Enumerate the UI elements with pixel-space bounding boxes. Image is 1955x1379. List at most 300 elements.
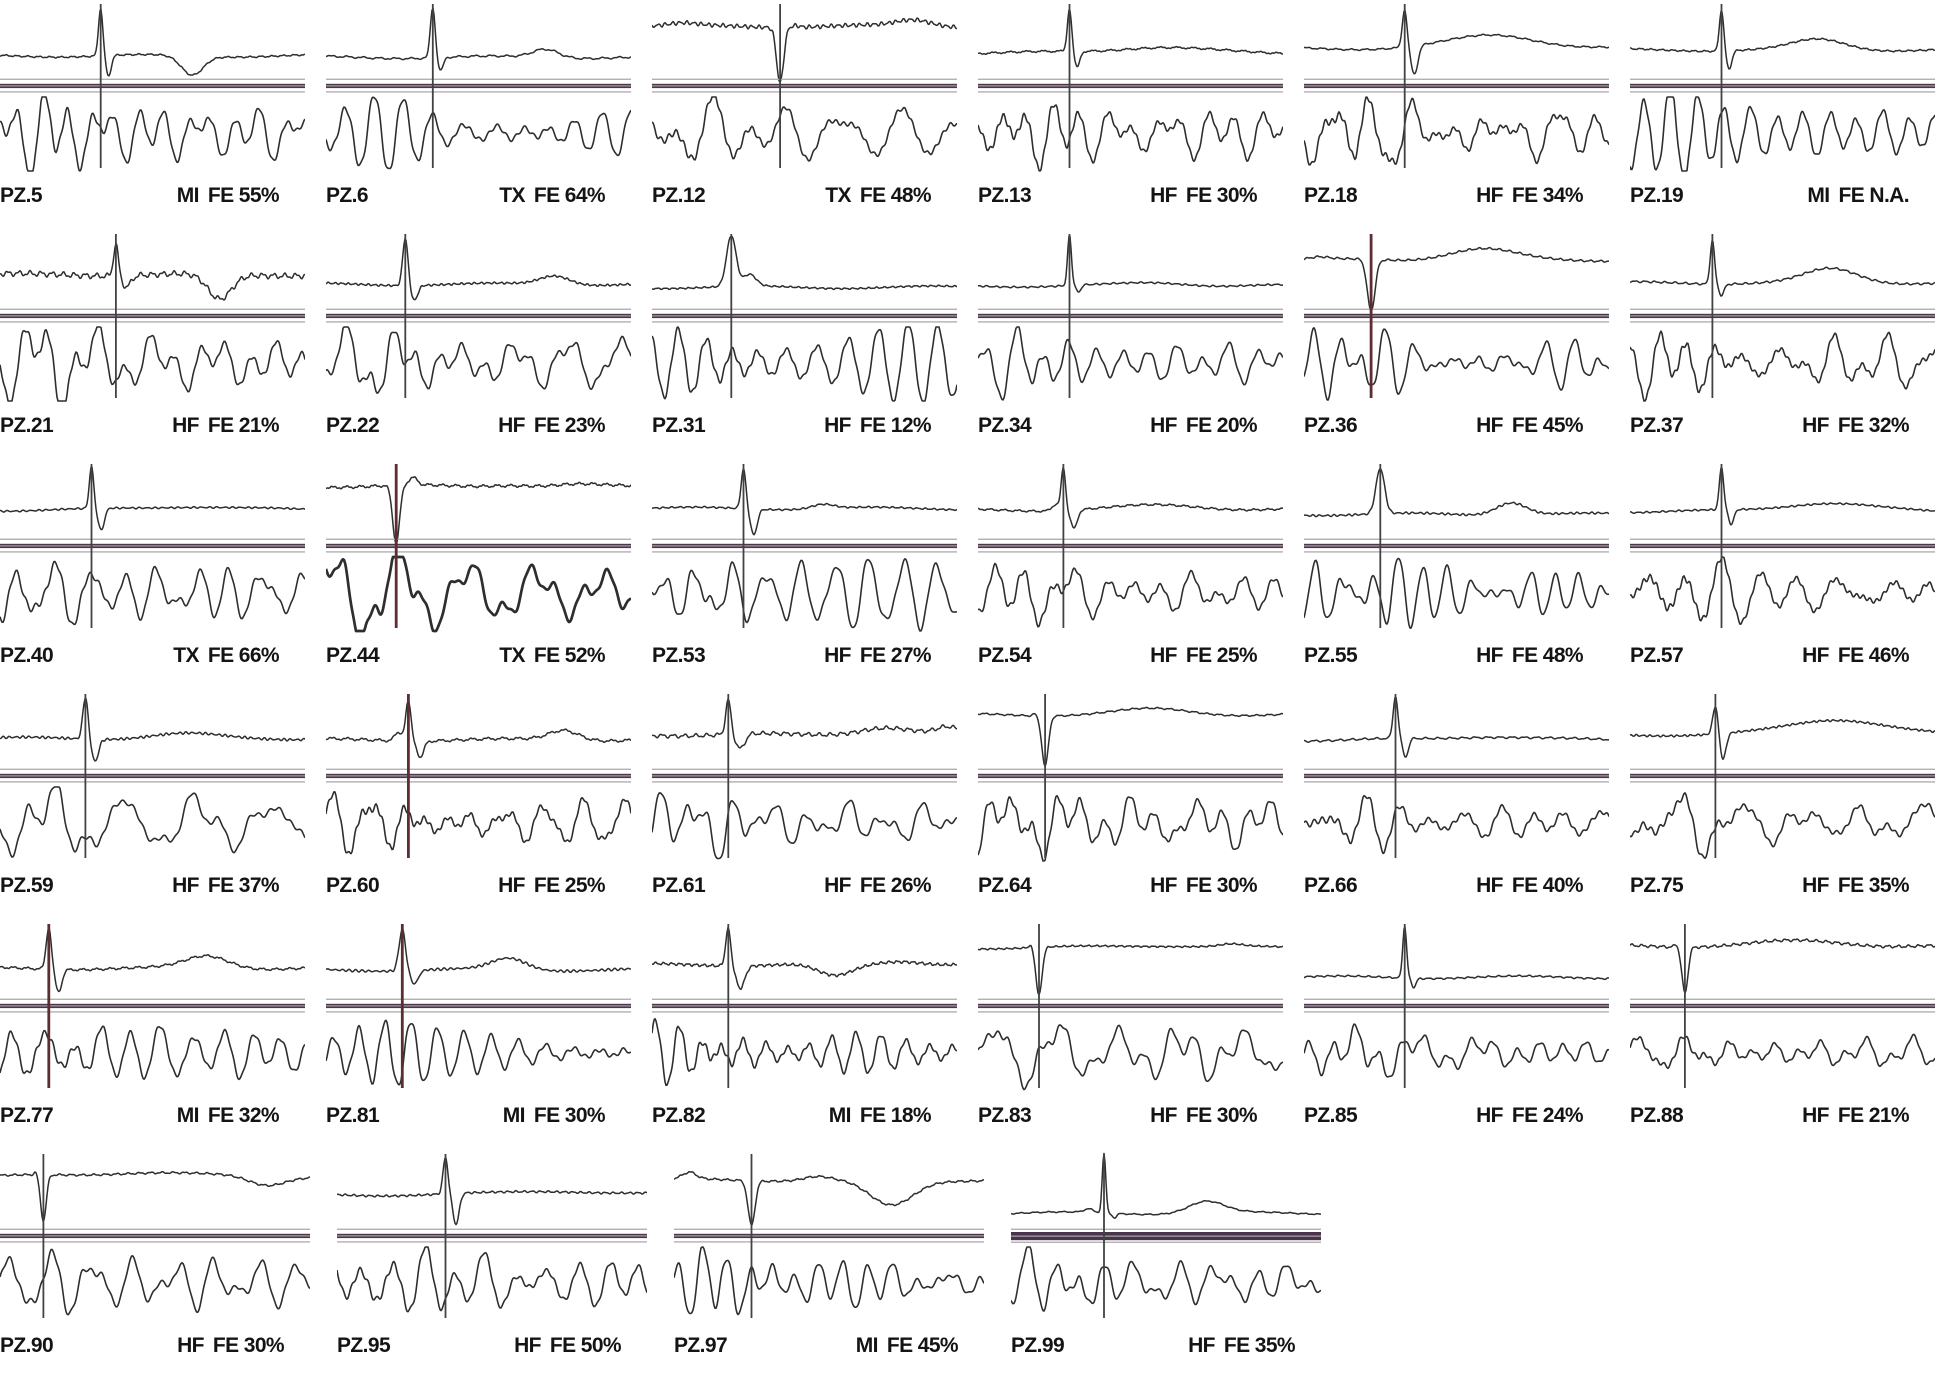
trace-panel xyxy=(978,460,1283,690)
panel-label-row xyxy=(1630,874,1909,898)
trace-panel xyxy=(0,230,305,460)
trace-panel xyxy=(326,0,631,230)
trace-plot xyxy=(652,230,957,404)
ejection-fraction-label: FE N.A. xyxy=(1838,184,1909,207)
diagnosis-label: HF xyxy=(498,414,525,437)
trace-plot xyxy=(0,920,305,1094)
diagnosis-label: TX xyxy=(173,644,199,667)
patient-id-label: PZ.18 xyxy=(1304,184,1358,207)
panel-label-row xyxy=(0,414,279,438)
patient-id-label: PZ.55 xyxy=(1304,644,1358,667)
patient-id-label: PZ.77 xyxy=(0,1104,54,1127)
separator-band xyxy=(337,1229,647,1243)
trace-panel xyxy=(652,0,957,230)
trace-plot xyxy=(1304,690,1609,864)
lower-trace xyxy=(0,787,305,857)
panel-label-row xyxy=(1630,1104,1909,1128)
lower-trace xyxy=(326,557,631,631)
trace-plot xyxy=(326,690,631,864)
lower-trace xyxy=(326,1020,631,1085)
lower-trace xyxy=(978,564,1283,627)
ejection-fraction-label: FE 32% xyxy=(207,1104,279,1127)
patient-id-label: PZ.21 xyxy=(0,414,54,437)
panel-label-row xyxy=(1630,184,1909,208)
patient-id-label: PZ.66 xyxy=(1304,874,1358,897)
trace-panel xyxy=(326,460,631,690)
trace-panel xyxy=(1630,0,1935,230)
trace-panel xyxy=(1304,920,1609,1150)
trace-panel xyxy=(1304,230,1609,460)
ejection-fraction-label: FE 48% xyxy=(859,184,931,207)
separator-band xyxy=(652,999,957,1013)
upper-trace xyxy=(326,239,631,300)
ejection-fraction-label: FE 34% xyxy=(1511,184,1583,207)
lower-trace xyxy=(652,1019,957,1086)
separator-band xyxy=(0,79,305,93)
trace-plot xyxy=(978,230,1283,404)
panel-label-row xyxy=(0,1334,284,1358)
upper-trace xyxy=(326,8,631,69)
separator-band xyxy=(326,539,631,553)
diagnosis-label: HF xyxy=(1802,874,1829,897)
patient-id-label: PZ.53 xyxy=(652,644,706,667)
separator-band xyxy=(0,999,305,1013)
trace-panel xyxy=(326,690,631,920)
trace-panel xyxy=(674,1150,984,1379)
upper-trace xyxy=(652,699,957,748)
patient-id-label: PZ.36 xyxy=(1304,414,1358,437)
diagnosis-label: HF xyxy=(824,644,851,667)
patient-id-label: PZ.95 xyxy=(337,1334,391,1357)
diagnosis-label: HF xyxy=(172,414,199,437)
lower-trace xyxy=(1630,793,1935,858)
ejection-fraction-label: FE 27% xyxy=(859,644,931,667)
diagnosis-label: MI xyxy=(828,1104,851,1127)
diagnosis-label: HF xyxy=(498,874,525,897)
separator-band xyxy=(1304,79,1609,93)
separator-band xyxy=(1630,79,1935,93)
panel-label-row xyxy=(0,184,279,208)
panel-label-row xyxy=(0,874,279,898)
trace-plot xyxy=(0,1150,310,1324)
diagnosis-label: HF xyxy=(1476,184,1503,207)
trace-panel xyxy=(1304,690,1609,920)
patient-id-label: PZ.83 xyxy=(978,1104,1032,1127)
trace-panel xyxy=(652,230,957,460)
diagnosis-label: HF xyxy=(1188,1334,1215,1357)
trace-panel xyxy=(1630,690,1935,920)
patient-id-label: PZ.57 xyxy=(1630,644,1684,667)
trace-panel xyxy=(652,690,957,920)
trace-panel xyxy=(1630,230,1935,460)
lower-trace xyxy=(1630,1034,1935,1068)
diagnosis-label: HF xyxy=(172,874,199,897)
separator-band xyxy=(978,539,1283,553)
panel-label-row xyxy=(978,1104,1257,1128)
trace-plot xyxy=(1630,460,1935,634)
upper-trace xyxy=(978,10,1283,67)
trace-plot xyxy=(1304,0,1609,174)
ejection-fraction-label: FE 66% xyxy=(207,644,279,667)
lower-trace xyxy=(1630,557,1935,624)
upper-trace xyxy=(652,470,957,535)
panel-label-row xyxy=(326,414,605,438)
trace-plot xyxy=(1630,230,1935,404)
trace-plot xyxy=(0,0,305,174)
separator-band xyxy=(1630,539,1935,553)
trace-plot xyxy=(326,230,631,404)
separator-band xyxy=(652,539,957,553)
ejection-fraction-label: FE 30% xyxy=(1185,874,1257,897)
upper-trace xyxy=(1630,468,1935,525)
panel-label-row xyxy=(652,644,931,668)
diagnosis-label: MI xyxy=(176,1104,199,1127)
separator-band xyxy=(978,309,1283,323)
upper-trace xyxy=(978,236,1283,292)
upper-trace xyxy=(652,18,957,82)
panel-label-row xyxy=(674,1334,958,1358)
upper-trace xyxy=(978,943,1283,995)
ejection-fraction-label: FE 45% xyxy=(886,1334,958,1357)
upper-trace xyxy=(978,468,1283,528)
separator-band xyxy=(978,999,1283,1013)
trace-plot xyxy=(652,690,957,864)
lower-trace xyxy=(978,327,1283,400)
trace-plot xyxy=(1630,0,1935,174)
lower-trace xyxy=(0,1249,310,1314)
lower-trace xyxy=(978,105,1283,171)
upper-trace xyxy=(1304,248,1609,312)
panel-label-row xyxy=(1630,644,1909,668)
diagnosis-label: HF xyxy=(514,1334,541,1357)
lower-trace xyxy=(652,97,957,161)
ejection-fraction-label: FE 48% xyxy=(1511,644,1583,667)
diagnosis-label: HF xyxy=(1476,414,1503,437)
upper-trace xyxy=(1630,939,1935,993)
diagnosis-label: HF xyxy=(1150,414,1177,437)
panel-label-row xyxy=(978,644,1257,668)
trace-plot xyxy=(652,920,957,1094)
separator-band xyxy=(0,769,305,783)
trace-plot xyxy=(652,0,957,174)
ejection-fraction-label: FE 32% xyxy=(1837,414,1909,437)
panel-label-row xyxy=(326,184,605,208)
panel-label-row xyxy=(652,874,931,898)
trace-plot xyxy=(978,460,1283,634)
upper-trace xyxy=(326,929,631,984)
ejection-fraction-label: FE 45% xyxy=(1511,414,1583,437)
upper-trace xyxy=(978,707,1283,766)
trace-panel xyxy=(337,1150,647,1379)
ejection-fraction-label: FE 21% xyxy=(207,414,279,437)
trace-plot xyxy=(1630,690,1935,864)
patient-id-label: PZ.19 xyxy=(1630,184,1684,207)
separator-band xyxy=(0,1229,310,1243)
patient-id-label: PZ.5 xyxy=(0,184,42,207)
upper-trace xyxy=(1304,927,1609,988)
trace-plot xyxy=(674,1150,984,1324)
separator-band xyxy=(1304,539,1609,553)
ejection-fraction-label: FE 18% xyxy=(859,1104,931,1127)
patient-id-label: PZ.40 xyxy=(0,644,54,667)
ejection-fraction-label: FE 30% xyxy=(533,1104,605,1127)
patient-id-label: PZ.6 xyxy=(326,184,368,207)
upper-trace xyxy=(1630,707,1935,759)
ejection-fraction-label: FE 50% xyxy=(549,1334,621,1357)
ejection-fraction-label: FE 64% xyxy=(533,184,605,207)
ejection-fraction-label: FE 37% xyxy=(207,874,279,897)
patient-id-label: PZ.85 xyxy=(1304,1104,1358,1127)
separator-band xyxy=(1630,999,1935,1013)
trace-panel xyxy=(326,230,631,460)
ejection-fraction-label: FE 52% xyxy=(533,644,605,667)
ejection-fraction-label: FE 26% xyxy=(859,874,931,897)
separator-band xyxy=(0,539,305,553)
patient-id-label: PZ.37 xyxy=(1630,414,1684,437)
trace-panel xyxy=(978,230,1283,460)
panel-label-row xyxy=(1304,414,1583,438)
patient-id-label: PZ.88 xyxy=(1630,1104,1684,1127)
trace-plot xyxy=(1630,920,1935,1094)
ejection-fraction-label: FE 21% xyxy=(1837,1104,1909,1127)
panel-label-row xyxy=(1304,1104,1583,1128)
separator-band xyxy=(1304,999,1609,1013)
trace-plot xyxy=(978,690,1283,864)
patient-id-label: PZ.90 xyxy=(0,1334,54,1357)
diagnosis-label: HF xyxy=(177,1334,204,1357)
diagnosis-label: HF xyxy=(1476,874,1503,897)
patient-id-label: PZ.60 xyxy=(326,874,380,897)
diagnosis-label: TX xyxy=(825,184,851,207)
lower-trace xyxy=(337,1247,647,1312)
upper-trace xyxy=(1011,1154,1321,1219)
lower-trace xyxy=(978,796,1283,861)
trace-plot xyxy=(1304,230,1609,404)
lower-trace xyxy=(1304,328,1609,400)
upper-trace xyxy=(0,1172,310,1221)
panel-label-row xyxy=(652,184,931,208)
patient-id-label: PZ.99 xyxy=(1011,1334,1065,1357)
upper-trace xyxy=(652,236,957,289)
trace-plot xyxy=(0,690,305,864)
trace-panel xyxy=(1630,460,1935,690)
patient-id-label: PZ.75 xyxy=(1630,874,1684,897)
separator-band xyxy=(1630,309,1935,323)
separator-band xyxy=(326,79,631,93)
panel-label-row xyxy=(652,414,931,438)
separator-band xyxy=(652,769,957,783)
trace-plot xyxy=(0,230,305,404)
lower-trace xyxy=(1630,97,1935,171)
diagnosis-label: HF xyxy=(1150,184,1177,207)
upper-trace xyxy=(326,477,631,544)
panel-label-row xyxy=(0,644,279,668)
upper-trace xyxy=(326,701,631,758)
panel-label-row xyxy=(978,184,1257,208)
panel-label-row xyxy=(326,874,605,898)
diagnosis-label: HF xyxy=(1476,1104,1503,1127)
upper-trace xyxy=(652,928,957,990)
trace-panel xyxy=(978,690,1283,920)
trace-panel xyxy=(0,460,305,690)
trace-panel xyxy=(652,920,957,1150)
panel-label-row xyxy=(1630,414,1909,438)
ejection-fraction-label: FE 30% xyxy=(1185,1104,1257,1127)
lower-trace xyxy=(674,1247,984,1315)
trace-plot xyxy=(0,460,305,634)
ejection-fraction-label: FE 20% xyxy=(1185,414,1257,437)
patient-id-label: PZ.34 xyxy=(978,414,1032,437)
lower-trace xyxy=(652,559,957,631)
panel-label-row xyxy=(1304,644,1583,668)
patient-id-label: PZ.54 xyxy=(978,644,1032,667)
diagnosis-label: TX xyxy=(499,644,525,667)
patient-id-label: PZ.12 xyxy=(652,184,706,207)
patient-id-label: PZ.82 xyxy=(652,1104,706,1127)
upper-trace xyxy=(1630,11,1935,69)
patient-id-label: PZ.81 xyxy=(326,1104,380,1127)
diagnosis-label: HF xyxy=(1476,644,1503,667)
patient-id-label: PZ.61 xyxy=(652,874,706,897)
diagnosis-label: HF xyxy=(824,874,851,897)
separator-band xyxy=(326,309,631,323)
lower-trace xyxy=(1011,1247,1321,1311)
ejection-fraction-label: FE 35% xyxy=(1837,874,1909,897)
panel-label-row xyxy=(0,1104,279,1128)
upper-trace xyxy=(0,243,305,300)
lower-trace xyxy=(0,97,305,171)
separator-band xyxy=(652,79,957,93)
patient-id-label: PZ.13 xyxy=(978,184,1032,207)
separator-band xyxy=(674,1229,984,1243)
ejection-fraction-label: FE 30% xyxy=(212,1334,284,1357)
upper-trace xyxy=(674,1172,984,1225)
separator-band xyxy=(1011,1229,1321,1243)
ejection-fraction-label: FE 46% xyxy=(1837,644,1909,667)
trace-panel xyxy=(1630,920,1935,1150)
ejection-fraction-label: FE 25% xyxy=(533,874,605,897)
ejection-fraction-label: FE 40% xyxy=(1511,874,1583,897)
trace-panel xyxy=(326,920,631,1150)
trace-plot xyxy=(1011,1150,1321,1324)
separator-band xyxy=(326,769,631,783)
upper-trace xyxy=(1304,11,1609,74)
upper-trace xyxy=(0,467,305,529)
diagnosis-label: HF xyxy=(824,414,851,437)
trace-panel xyxy=(1011,1150,1321,1379)
panel-label-row xyxy=(326,644,605,668)
trace-plot xyxy=(652,460,957,634)
lower-trace xyxy=(1304,1024,1609,1077)
trace-plot xyxy=(978,920,1283,1094)
lower-trace xyxy=(978,1025,1283,1090)
ejection-fraction-label: FE 25% xyxy=(1185,644,1257,667)
upper-trace xyxy=(0,699,305,761)
diagnosis-label: MI xyxy=(855,1334,878,1357)
diagnosis-label: MI xyxy=(502,1104,525,1127)
panel-label-row xyxy=(978,874,1257,898)
patient-id-label: PZ.64 xyxy=(978,874,1032,897)
patient-id-label: PZ.44 xyxy=(326,644,380,667)
trace-panel xyxy=(978,920,1283,1150)
trace-panel xyxy=(0,1150,310,1379)
upper-trace xyxy=(1630,241,1935,296)
ejection-fraction-label: FE 35% xyxy=(1223,1334,1295,1357)
upper-trace xyxy=(1304,698,1609,758)
panel-label-row xyxy=(337,1334,621,1358)
lower-trace xyxy=(0,327,305,401)
separator-band xyxy=(978,769,1283,783)
diagnosis-label: HF xyxy=(1802,1104,1829,1127)
upper-trace xyxy=(337,1158,647,1224)
lower-trace xyxy=(326,792,631,854)
trace-plot xyxy=(978,0,1283,174)
patient-id-label: PZ.22 xyxy=(326,414,380,437)
lower-trace xyxy=(1304,796,1609,854)
trace-panel xyxy=(0,920,305,1150)
diagnosis-label: HF xyxy=(1802,644,1829,667)
panel-label-row xyxy=(978,414,1257,438)
ejection-fraction-label: FE 30% xyxy=(1185,184,1257,207)
trace-panel xyxy=(1304,460,1609,690)
panel-label-row xyxy=(1304,874,1583,898)
diagnosis-label: HF xyxy=(1150,644,1177,667)
separator-band xyxy=(326,999,631,1013)
diagnosis-label: HF xyxy=(1150,874,1177,897)
ejection-fraction-label: FE 24% xyxy=(1511,1104,1583,1127)
panel-label-row xyxy=(652,1104,931,1128)
separator-band xyxy=(652,309,957,323)
lower-trace xyxy=(1304,97,1609,165)
diagnosis-label: HF xyxy=(1150,1104,1177,1127)
lower-trace xyxy=(0,1026,305,1079)
trace-panel xyxy=(0,690,305,920)
diagnosis-label: MI xyxy=(1807,184,1830,207)
panel-label-row xyxy=(1304,184,1583,208)
trace-panel xyxy=(652,460,957,690)
patient-id-label: PZ.59 xyxy=(0,874,54,897)
ejection-fraction-label: FE 12% xyxy=(859,414,931,437)
separator-band xyxy=(1304,769,1609,783)
ejection-fraction-label: FE 55% xyxy=(207,184,279,207)
trace-plot xyxy=(326,920,631,1094)
lower-trace xyxy=(1630,331,1935,401)
trace-panel xyxy=(978,0,1283,230)
upper-trace xyxy=(0,928,305,991)
separator-band xyxy=(0,309,305,323)
patient-id-label: PZ.97 xyxy=(674,1334,728,1357)
separator-band xyxy=(1630,769,1935,783)
diagnosis-label: TX xyxy=(499,184,525,207)
trace-plot xyxy=(326,460,631,634)
panel-label-row xyxy=(326,1104,605,1128)
upper-trace xyxy=(0,9,305,75)
patient-id-label: PZ.31 xyxy=(652,414,706,437)
lower-trace xyxy=(652,327,957,401)
lower-trace xyxy=(326,97,631,168)
lower-trace xyxy=(652,793,957,859)
diagnosis-label: HF xyxy=(1802,414,1829,437)
lower-trace xyxy=(1304,559,1609,629)
panel-label-row xyxy=(1011,1334,1295,1358)
trace-plot xyxy=(1304,920,1609,1094)
diagnosis-label: MI xyxy=(176,184,199,207)
separator-band xyxy=(1304,309,1609,323)
separator-band xyxy=(978,79,1283,93)
trace-plot xyxy=(326,0,631,174)
lower-trace xyxy=(0,562,305,625)
trace-plot xyxy=(1304,460,1609,634)
